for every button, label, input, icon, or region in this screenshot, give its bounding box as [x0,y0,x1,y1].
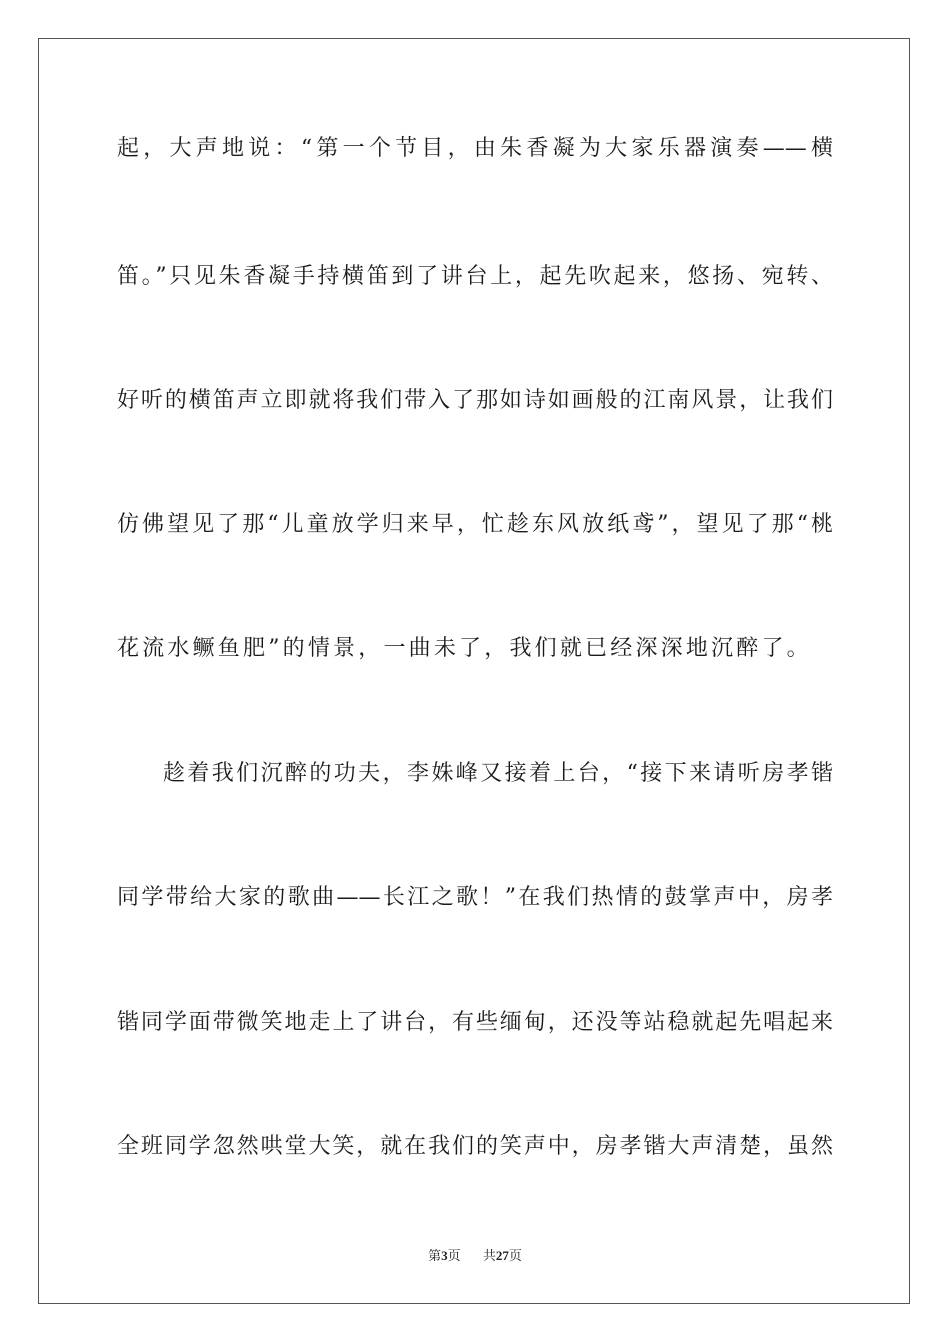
page-border [38,38,910,1304]
body-text-line: 花流水鳜鱼肥”的情景，一曲未了，我们就已经深深地沉醉了。 [117,636,812,661]
body-text-line: 同学带给大家的歌曲——长江之歌！”在我们热情的鼓掌声中，房孝 [117,885,833,910]
body-text-line: 仿佛望见了那“儿童放学归来早，忙趁东风放纸鸢”，望见了那“桃 [117,512,833,537]
page-footer [0,1247,950,1266]
body-text-line: 起，大声地说：“第一个节目，由朱香凝为大家乐器演奏——横 [117,136,833,161]
page-number-label: 第3页 [428,1248,461,1264]
body-text-line: 笛。”只见朱香凝手持横笛到了讲台上，起先吹起来，悠扬、宛转、 [117,264,833,289]
paragraph-first-line: 趁着我们沉醉的功夫，李姝峰又接着上台，“接下来请听房孝锴 [163,761,833,786]
body-text-line: 好听的横笛声立即就将我们带入了那如诗如画般的江南风景，让我们 [117,388,833,413]
total-pages-label: 共27页 [482,1248,522,1264]
body-text-line: 全班同学忽然哄堂大笑，就在我们的笑声中，房孝锴大声清楚，虽然 [117,1134,833,1159]
body-text-line: 锴同学面带微笑地走上了讲台，有些缅甸，还没等站稳就起先唱起来 [117,1010,833,1035]
